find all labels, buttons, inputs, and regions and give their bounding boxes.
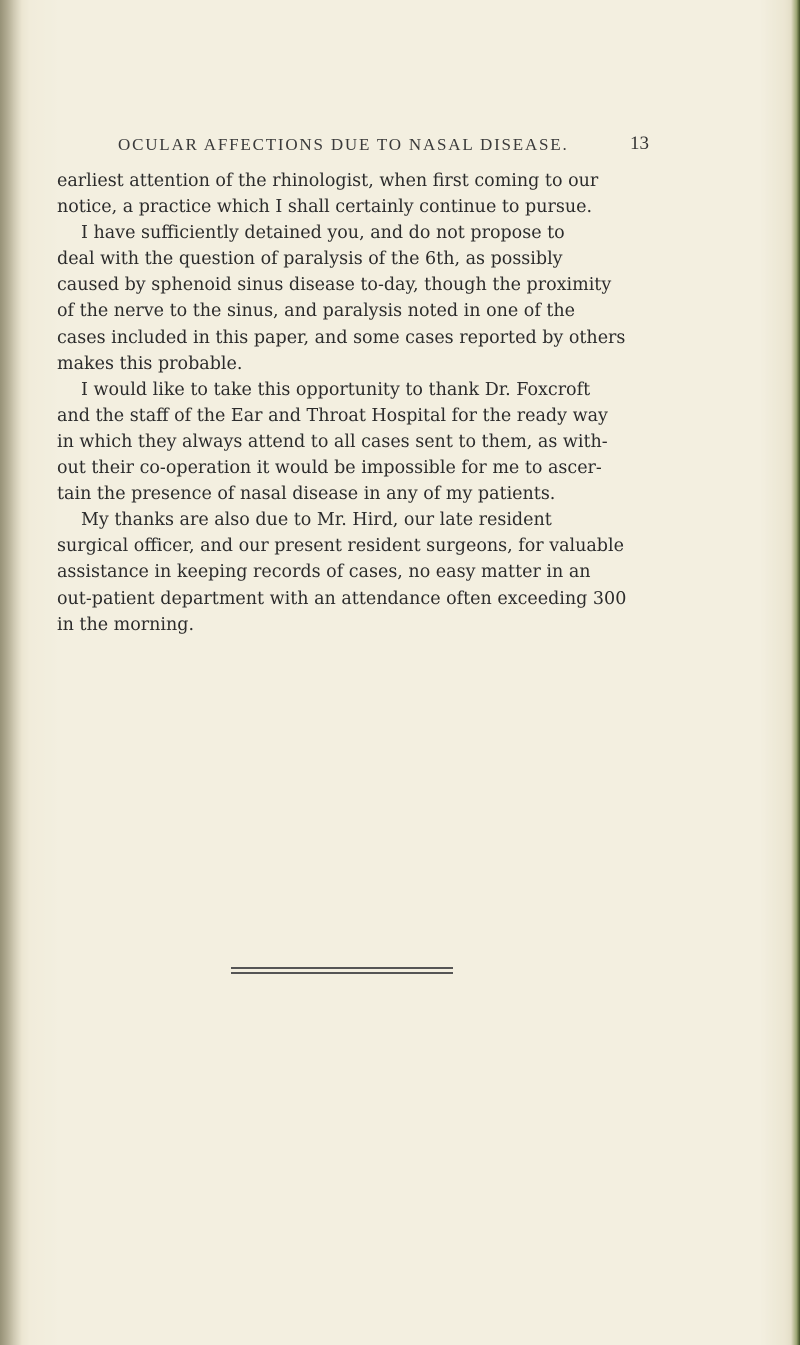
text-line: out their co-operation it would be impossible for me to ascer- bbox=[57, 458, 602, 479]
text-line: earliest attention of the rhinologist, when first coming to our bbox=[57, 171, 599, 191]
text-line: and the staff of the Ear and Throat Hospital for the ready way bbox=[57, 405, 608, 426]
paragraph-start: My thanks are also due to Mr. Hird, our late resident bbox=[81, 510, 552, 531]
text-line: surgical officer, and our present resident surgeons, for valuable bbox=[57, 536, 624, 557]
page-number: 13 bbox=[630, 133, 649, 154]
text-line: tain the presence of nasal disease in any of my patients. bbox=[57, 484, 556, 505]
paragraph-start: I have sufficiently detained you, and do not propose to bbox=[81, 223, 565, 244]
text-line: deal with the question of paralysis of the 6th, as possibly bbox=[57, 249, 563, 270]
text-line: caused by sphenoid sinus disease to-day, though the proximity bbox=[57, 275, 612, 296]
text-line: makes this probable. bbox=[57, 353, 243, 374]
rule-line bbox=[231, 972, 453, 974]
text-line: notice, a practice which I shall certainly continue to pursue. bbox=[57, 197, 593, 218]
text-line: assistance in keeping records of cases, no easy matter in an bbox=[57, 562, 591, 583]
text-line: in the morning. bbox=[57, 614, 195, 635]
body-text bbox=[57, 168, 657, 638]
binding-shadow bbox=[0, 0, 22, 1345]
text-line: out-patient department with an attendance often exceeding 300 bbox=[57, 588, 627, 609]
text-line: of the nerve to the sinus, and paralysis noted in one of the bbox=[57, 301, 576, 322]
text-line: in which they always attend to all cases sent to them, as with- bbox=[57, 431, 608, 452]
running-head: OCULAR AFFECTIONS DUE TO NASAL DISEASE. bbox=[118, 135, 569, 154]
paragraph-start: I would like to take this opportunity to thank Dr. Foxcroft bbox=[81, 379, 591, 400]
rule-line bbox=[231, 967, 453, 969]
page-edge bbox=[791, 0, 800, 1345]
end-rule bbox=[231, 967, 453, 977]
text-line: cases included in this paper, and some cases reported by others bbox=[57, 327, 626, 348]
